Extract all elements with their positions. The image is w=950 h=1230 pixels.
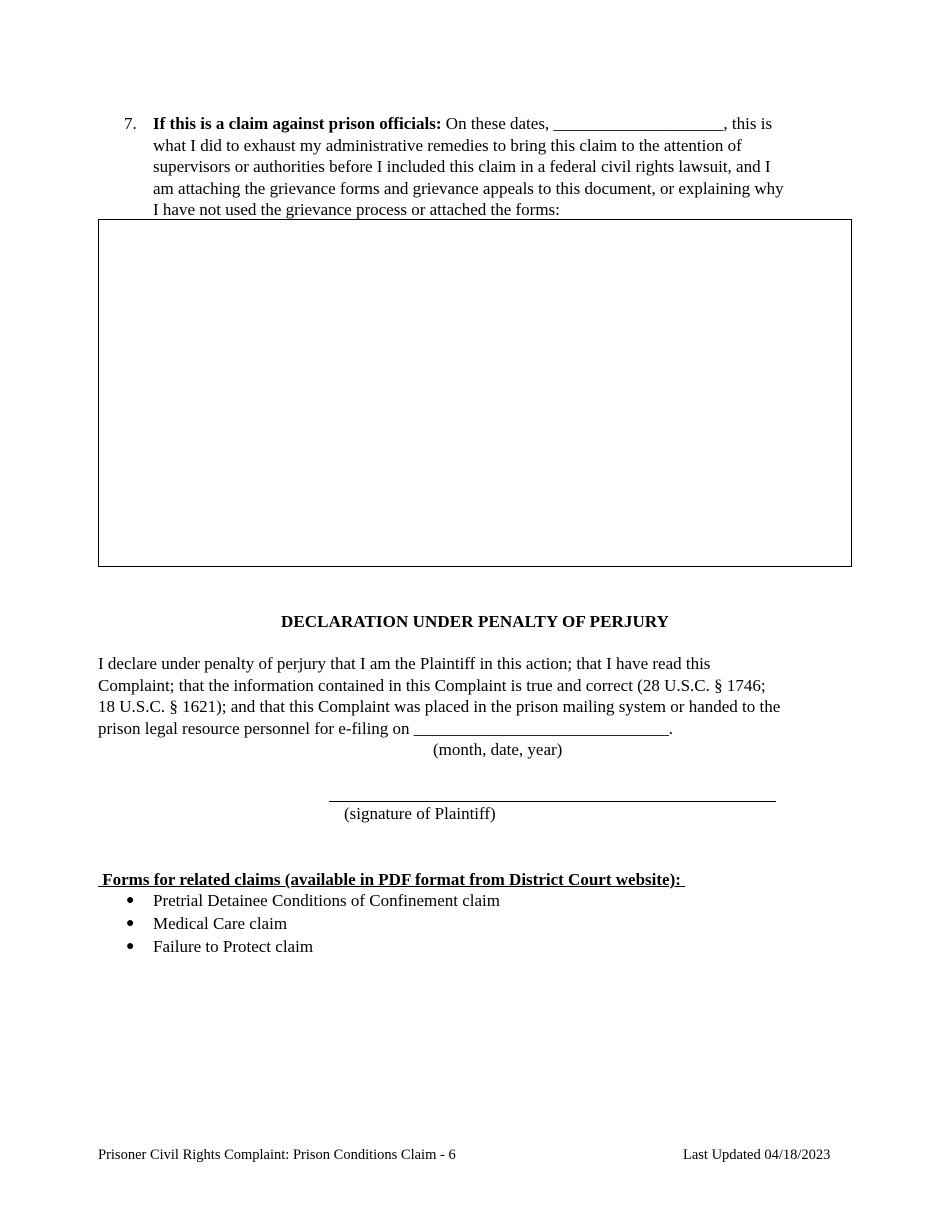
signature-line[interactable] [329,801,776,802]
declaration-line: 18 U.S.C. § 1621); and that this Complaint was placed in the prison mailing system or handed to the [98,697,781,716]
declaration-heading: DECLARATION UNDER PENALTY OF PERJURY [280,612,670,631]
declaration-text [98,653,858,739]
signature-label: (signature of Plaintiff) [344,804,496,823]
declaration-line-efiling-date[interactable]: prison legal resource personnel for e-filing on ______________________________. [98,718,674,738]
item-number: 7. [124,114,137,133]
list-item-label: Pretrial Detainee Conditions of Confinement claim [153,891,500,910]
item-7-line-4: am attaching the grievance forms and grievance appeals to this document, or explaining why [153,178,784,198]
item-7-line-1: On these dates, ____________________, this is [441,114,773,133]
list-item-label: Medical Care claim [153,914,288,933]
footer-last-updated: Last Updated 04/18/2023 [683,1147,831,1163]
item-7-line-2: what I did to exhaust my administrative remedies to bring this claim to the attention of [153,135,742,155]
item-7-line-5: I have not used the grievance process or attached the forms: [153,200,560,219]
bullet-icon: ● [126,893,135,908]
list-item-label: Failure to Protect claim [153,937,314,956]
declaration-line: I declare under penalty of perjury that I am the Plaintiff in this action; that I have read this [98,654,711,673]
declaration-line: Complaint; that the information contained in this Complaint is true and correct (28 U.S.C. § 1746; [98,675,766,695]
date-label: (month, date, year) [433,740,563,759]
item-7-line-3: supervisors or authorities before I included this claim in a federal civil rights lawsuit, and I [153,157,771,176]
related-forms-heading: Forms for related claims (available in PDF format from District Court website): [98,870,686,889]
grievance-answer-box[interactable] [98,219,852,567]
list-item [124,913,500,936]
list-item [124,890,500,913]
item-7-text [153,113,853,221]
footer-page-title: Prisoner Civil Rights Complaint: Prison Conditions Claim - 6 [98,1147,456,1163]
related-forms-list [124,890,500,959]
bullet-icon: ● [126,939,135,954]
item-7-bold-lead: If this is a claim against prison officials: [153,114,442,133]
list-item [124,936,500,959]
bullet-icon: ● [126,916,135,931]
